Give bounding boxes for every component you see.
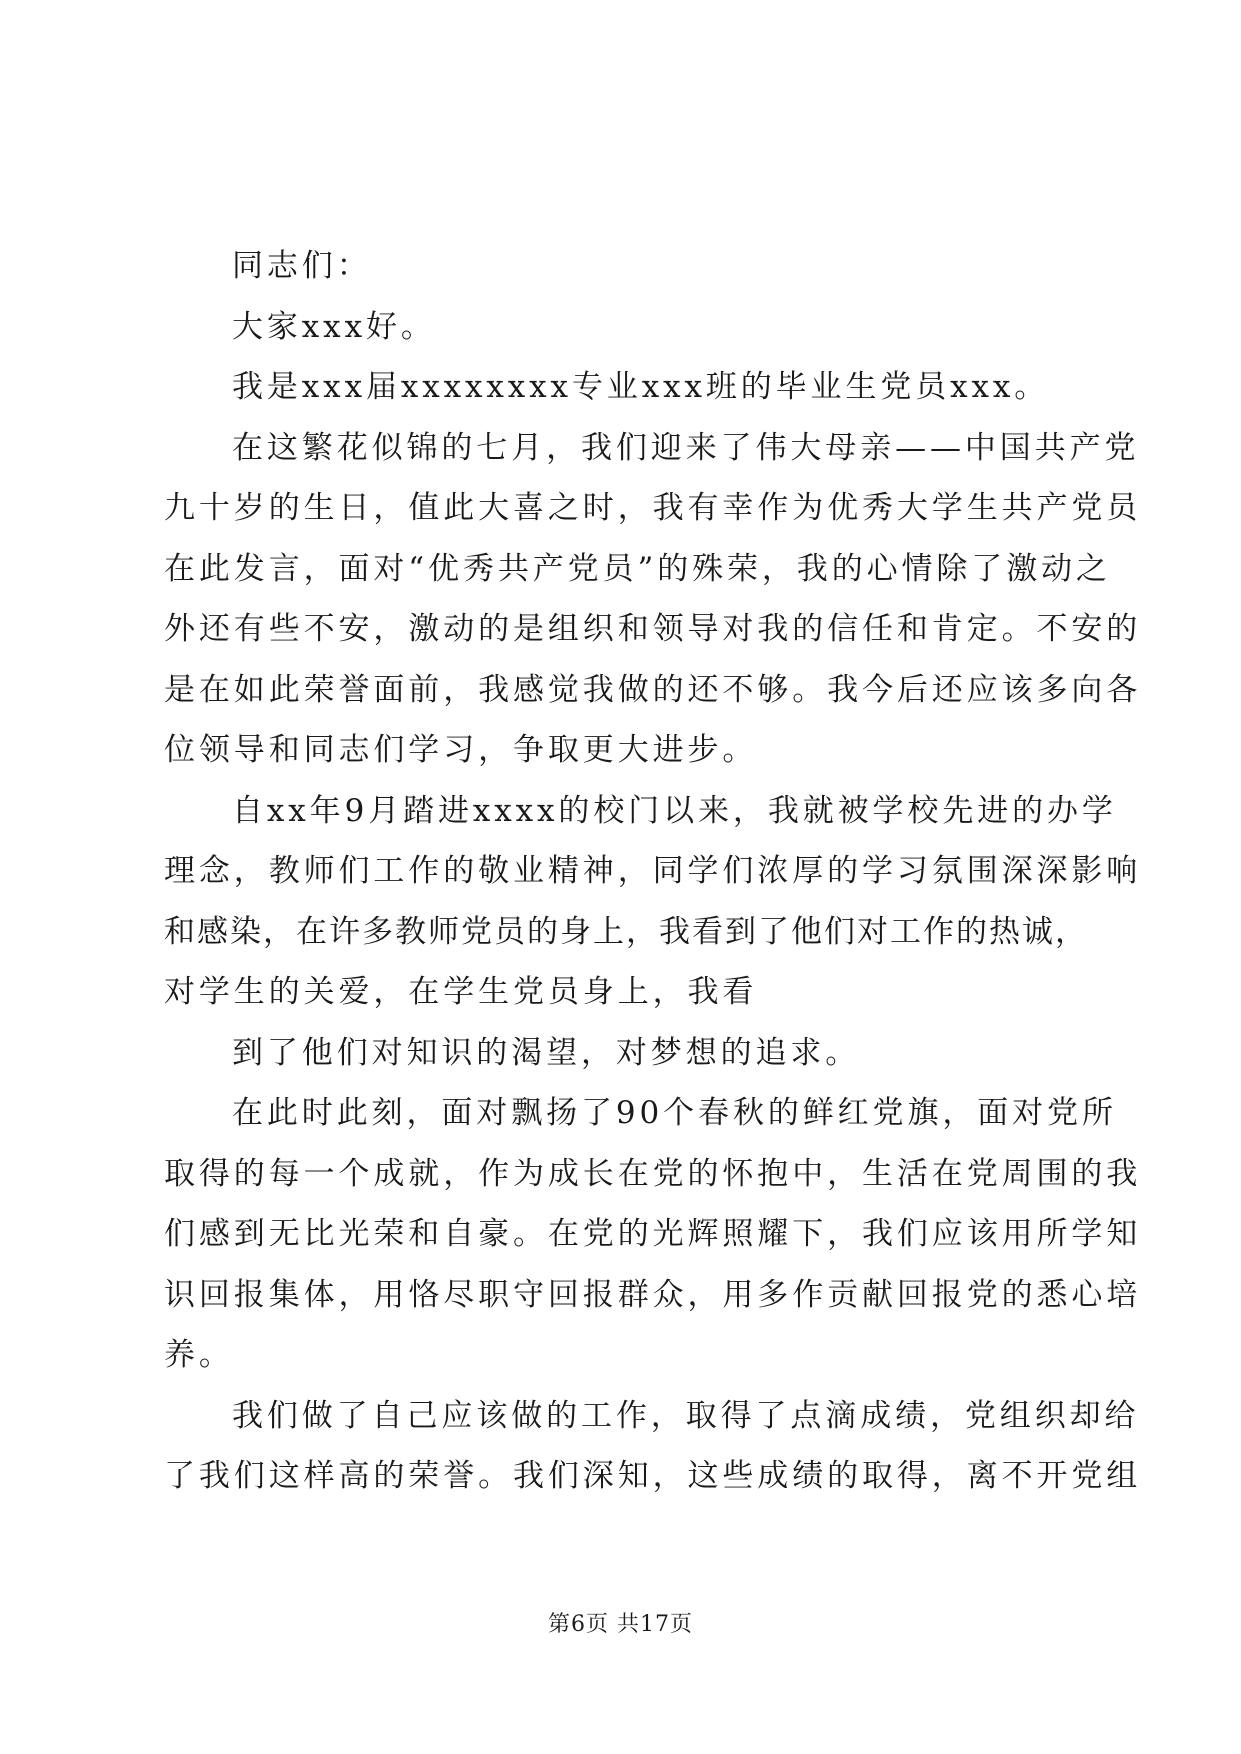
salutation-line: 同志们： bbox=[232, 248, 372, 284]
paragraph-line: 了我们这样高的荣誉。我们深知，这些成绩的取得，离不开党组 bbox=[164, 1458, 1142, 1494]
intro-line: 我是xxx届xxxxxxxx专业xxx班的毕业生党员xxx。 bbox=[232, 369, 1050, 405]
paragraph-line: 到了他们对知识的渴望，对梦想的追求。 bbox=[232, 1034, 861, 1071]
paragraph-line: 取得的每一个成就，作为成长在党的怀抱中，生活在党周围的我 bbox=[164, 1155, 1142, 1192]
paragraph-line: 识回报集体，用恪尽职守回报群众，用多作贡献回报党的悉心培 bbox=[164, 1276, 1142, 1313]
paragraph-line: 自xx年9月踏进xxxx的校门以来，我就被学校先进的办学 bbox=[232, 792, 1117, 829]
paragraph-line: 位领导和同志们学习，争取更大进步。 bbox=[164, 732, 758, 768]
paragraph-line: 理念，教师们工作的敬业精神，同学们浓厚的学习氛围深深影响 bbox=[164, 853, 1142, 889]
paragraph-line: 九十岁的生日，值此大喜之时，我有幸作为优秀大学生共产党员 bbox=[164, 490, 1142, 526]
paragraph-line: 对学生的关爱，在学生党员身上，我看 bbox=[164, 974, 758, 1010]
page-number-footer: 第6页 共17页 bbox=[548, 1612, 693, 1637]
document-body bbox=[164, 236, 1142, 1507]
paragraph-line: 们感到无比光荣和自豪。在党的光辉照耀下，我们应该用所学知 bbox=[164, 1216, 1142, 1252]
paragraph-line: 养。 bbox=[164, 1337, 234, 1373]
greeting-line: 大家xxx好。 bbox=[232, 308, 436, 345]
paragraph-line: 我们做了自己应该做的工作，取得了点滴成绩，党组织却给 bbox=[232, 1397, 1140, 1434]
paragraph-line: 在这繁花似锦的七月，我们迎来了伟大母亲——中国共产党 bbox=[232, 429, 1140, 466]
paragraph-line: 外还有些不安，激动的是组织和领导对我的信任和肯定。不安的 bbox=[164, 611, 1142, 647]
paragraph-line: 是在如此荣誉面前，我感觉我做的还不够。我今后还应该多向各 bbox=[164, 671, 1142, 708]
paragraph-line: 和感染，在许多教师党员的身上，我看到了他们对工作的热诚， bbox=[164, 913, 1088, 950]
paragraph-line: 在此发言，面对“优秀共产党员”的殊荣，我的心情除了激动之 bbox=[164, 550, 1111, 587]
paragraph-line: 在此时此刻，面对飘扬了90个春秋的鲜红党旗，面对党所 bbox=[232, 1095, 1117, 1131]
